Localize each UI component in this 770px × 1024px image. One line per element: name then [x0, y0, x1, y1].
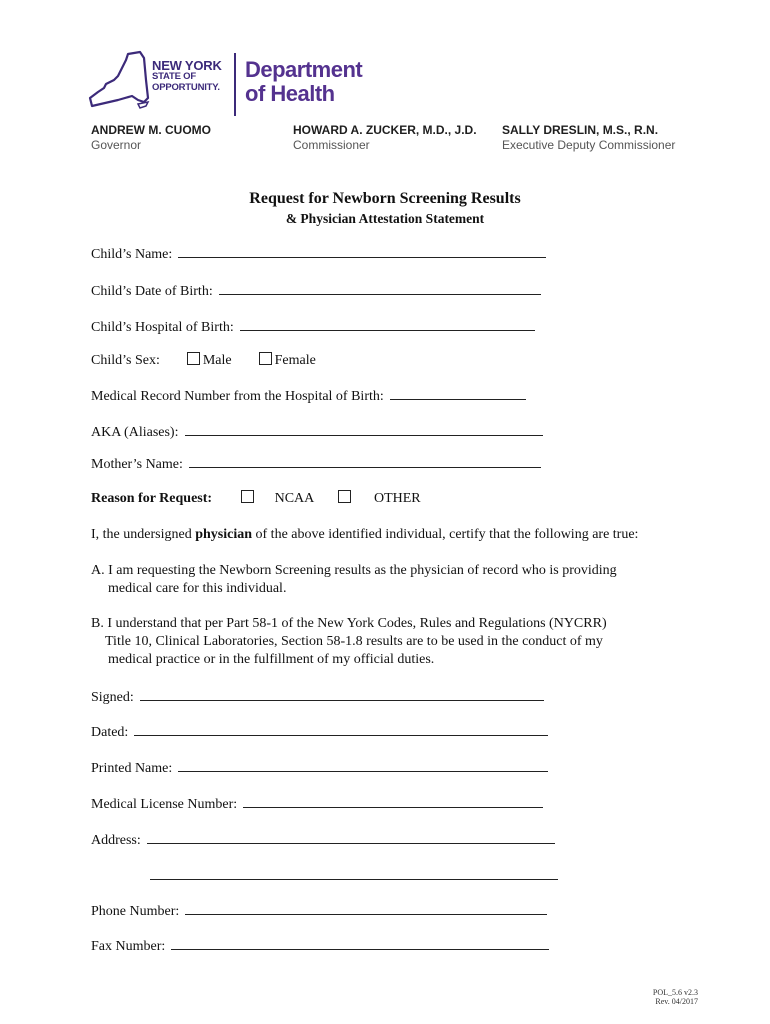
childs-name-field[interactable]	[178, 244, 546, 258]
official-commissioner	[293, 123, 477, 153]
childs-name-label: Child’s Name:	[91, 247, 173, 262]
childs-dob-field[interactable]	[219, 281, 541, 295]
reason-row	[91, 490, 421, 508]
sex-male-checkbox[interactable]	[187, 352, 200, 365]
childs-sex-label: Child’s Sex:	[91, 353, 160, 368]
form-code: POL_5.6 v2.3	[652, 988, 698, 997]
fax-field[interactable]	[171, 936, 549, 950]
item-b-line2: Title 10, Clinical Laboratories, Section 58-1.8 results are to be used in the conduct of my	[105, 634, 603, 649]
license-row	[91, 794, 543, 814]
mrn-field[interactable]	[390, 386, 526, 400]
dated-field[interactable]	[134, 722, 548, 736]
item-b-line1: B. I understand that per Part 58-1 of the New York Codes, Rules and Regulations (NYCRR)	[91, 616, 607, 631]
attestation-item-b	[91, 615, 691, 669]
aka-label: AKA (Aliases):	[91, 425, 179, 440]
mothers-name-label: Mother’s Name:	[91, 457, 183, 472]
official-title: Executive Deputy Commissioner	[502, 138, 676, 152]
address-label: Address:	[91, 833, 141, 848]
reason-other-checkbox[interactable]	[338, 490, 351, 503]
phone-label: Phone Number:	[91, 904, 180, 919]
logo-department-line1: Department	[245, 57, 363, 82]
item-b-line3: medical practice or in the fulfillment of my official duties.	[108, 652, 435, 667]
mrn-label: Medical Record Number from the Hospital of Birth:	[91, 389, 384, 404]
reason-ncaa-checkbox[interactable]	[241, 490, 254, 503]
new-york-state-outline-icon	[88, 50, 150, 118]
certify-text-bold: physician	[195, 527, 253, 542]
printed-name-field[interactable]	[178, 758, 548, 772]
sex-female-checkbox[interactable]	[259, 352, 272, 365]
address-field-line1[interactable]	[147, 830, 555, 844]
signed-label: Signed:	[91, 690, 134, 705]
form-title: Request for Newborn Screening Results	[249, 190, 521, 207]
phone-row	[91, 901, 547, 921]
logo-state-text	[152, 60, 222, 93]
mothers-name-field[interactable]	[189, 454, 541, 468]
childs-dob-row	[91, 281, 541, 301]
official-governor	[91, 123, 211, 153]
address-row	[91, 830, 555, 850]
address-field-line2[interactable]	[150, 866, 558, 880]
logo-department-line2: of Health	[245, 81, 335, 106]
sex-male-label: Male	[202, 353, 232, 368]
official-name: SALLY DRESLIN, M.S., R.N.	[502, 123, 659, 137]
official-name: ANDREW M. CUOMO	[91, 123, 211, 137]
mothers-name-row	[91, 454, 541, 474]
form-subtitle: & Physician Attestation Statement	[285, 211, 485, 226]
nys-doh-logo	[88, 50, 388, 118]
childs-hospital-label: Child’s Hospital of Birth:	[91, 320, 234, 335]
reason-label: Reason for Request:	[91, 491, 213, 506]
childs-dob-label: Child’s Date of Birth:	[91, 284, 213, 299]
signed-row	[91, 687, 544, 707]
childs-sex-row	[91, 352, 316, 370]
childs-hospital-field[interactable]	[240, 317, 535, 331]
item-a-line2: medical care for this individual.	[108, 581, 287, 596]
aka-field[interactable]	[185, 422, 543, 436]
logo-tagline-2: OPPORTUNITY.	[152, 82, 220, 93]
reason-other-label: OTHER	[373, 491, 421, 506]
official-title: Commissioner	[293, 138, 370, 152]
logo-tagline-1: STATE OF	[152, 71, 196, 82]
item-a-line1: A. I am requesting the Newborn Screening results as the physician of record who is providing	[91, 563, 617, 578]
sex-female-label: Female	[274, 353, 316, 368]
childs-name-row	[91, 244, 546, 264]
fax-label: Fax Number:	[91, 939, 166, 954]
attestation-item-a	[91, 562, 691, 598]
form-version-footer	[653, 988, 698, 1006]
logo-divider	[234, 53, 236, 116]
reason-ncaa-label: NCAA	[274, 491, 314, 506]
address-row-2	[150, 866, 558, 886]
official-deputy-commissioner	[502, 123, 675, 153]
signed-field[interactable]	[140, 687, 544, 701]
fax-row	[91, 936, 549, 956]
dated-label: Dated:	[91, 725, 129, 740]
official-title: Governor	[91, 138, 142, 152]
aka-row	[91, 422, 543, 442]
certify-statement	[91, 526, 691, 544]
license-field[interactable]	[243, 794, 543, 808]
mrn-row	[91, 386, 526, 406]
dated-row	[91, 722, 548, 742]
certify-text-pre: I, the undersigned	[91, 527, 196, 542]
form-revision: Rev. 04/2017	[655, 997, 698, 1006]
printed-name-row	[91, 758, 548, 778]
license-label: Medical License Number:	[91, 797, 238, 812]
childs-hospital-row	[91, 317, 535, 337]
printed-name-label: Printed Name:	[91, 761, 173, 776]
official-name: HOWARD A. ZUCKER, M.D., J.D.	[293, 123, 477, 137]
certify-text-post: of the above identified individual, certify that the following are true:	[252, 527, 639, 542]
logo-new-york: NEW YORK	[152, 58, 222, 73]
phone-field[interactable]	[185, 901, 547, 915]
logo-department-text	[245, 58, 362, 106]
